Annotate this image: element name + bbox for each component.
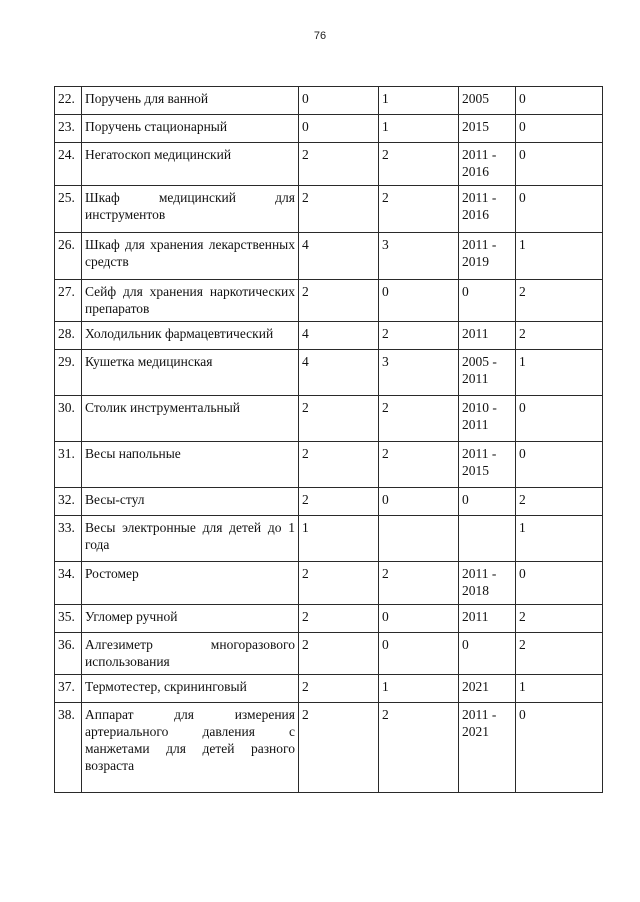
table-row [55, 488, 603, 516]
quantity-available: 3 [379, 350, 459, 396]
row-number: 29. [55, 350, 82, 396]
equipment-name: Термотестер, скрининговый [82, 675, 299, 703]
year-of-manufacture [459, 442, 516, 488]
year-of-manufacture [459, 675, 516, 703]
row-number: 34. [55, 562, 82, 605]
equipment-name: Поручень стационарный [82, 115, 299, 143]
quantity-available: 2 [379, 322, 459, 350]
quantity-needed: 0 [516, 186, 603, 233]
row-number: 25. [55, 186, 82, 233]
table-row [55, 516, 603, 562]
year-line: 2015 [462, 463, 489, 478]
quantity-required: 4 [299, 322, 379, 350]
table-row [55, 280, 603, 322]
quantity-available: 0 [379, 280, 459, 322]
year-of-manufacture [459, 143, 516, 186]
year-of-manufacture [459, 233, 516, 280]
year-line: 2019 [462, 254, 489, 269]
quantity-needed: 2 [516, 280, 603, 322]
year-line: 2016 [462, 207, 489, 222]
quantity-needed: 0 [516, 115, 603, 143]
table-row [55, 703, 603, 793]
year-line: 2011 - [462, 566, 497, 581]
equipment-name: Весы электронные для детей до 1 года [82, 516, 299, 562]
row-number: 26. [55, 233, 82, 280]
year-line: 2011 - [462, 446, 497, 461]
year-line: 2021 [462, 679, 489, 694]
table-row [55, 350, 603, 396]
quantity-needed: 2 [516, 488, 603, 516]
year-line: 0 [462, 637, 469, 652]
equipment-name: Поручень для ванной [82, 87, 299, 115]
table-row [55, 396, 603, 442]
year-line: 2016 [462, 164, 489, 179]
equipment-name: Аппарат для измерения артериального давления с манжетами для детей разного возраста [82, 703, 299, 793]
row-number: 33. [55, 516, 82, 562]
table-row [55, 675, 603, 703]
equipment-name: Сейф для хранения наркотических препаратов [82, 280, 299, 322]
quantity-required: 2 [299, 675, 379, 703]
year-of-manufacture [459, 562, 516, 605]
year-line: 2005 [462, 91, 489, 106]
year-line: 2021 [462, 724, 489, 739]
quantity-required: 0 [299, 115, 379, 143]
quantity-needed: 0 [516, 703, 603, 793]
quantity-needed: 0 [516, 396, 603, 442]
year-of-manufacture [459, 322, 516, 350]
year-line: 0 [462, 284, 469, 299]
quantity-available: 2 [379, 442, 459, 488]
table-row [55, 87, 603, 115]
equipment-name: Весы напольные [82, 442, 299, 488]
quantity-available: 0 [379, 488, 459, 516]
year-of-manufacture [459, 703, 516, 793]
quantity-required: 2 [299, 488, 379, 516]
quantity-needed: 2 [516, 605, 603, 633]
page-number: 76 [313, 30, 327, 42]
year-of-manufacture [459, 488, 516, 516]
quantity-required: 2 [299, 703, 379, 793]
equipment-name: Угломер ручной [82, 605, 299, 633]
quantity-available: 0 [379, 633, 459, 675]
year-of-manufacture [459, 115, 516, 143]
equipment-table [54, 86, 603, 793]
quantity-available: 1 [379, 115, 459, 143]
quantity-required: 4 [299, 233, 379, 280]
year-of-manufacture [459, 186, 516, 233]
quantity-available: 2 [379, 396, 459, 442]
year-line: 2018 [462, 583, 489, 598]
equipment-name: Весы-стул [82, 488, 299, 516]
row-number: 28. [55, 322, 82, 350]
row-number: 31. [55, 442, 82, 488]
equipment-name: Шкаф для хранения лекарственных средств [82, 233, 299, 280]
quantity-required: 2 [299, 280, 379, 322]
table-row [55, 633, 603, 675]
year-line: 0 [462, 492, 469, 507]
quantity-available: 0 [379, 605, 459, 633]
row-number: 23. [55, 115, 82, 143]
quantity-required: 0 [299, 87, 379, 115]
quantity-needed: 1 [516, 516, 603, 562]
year-line: 2011 - [462, 147, 497, 162]
row-number: 36. [55, 633, 82, 675]
quantity-available: 2 [379, 562, 459, 605]
equipment-name: Алгезиметр многоразового использования [82, 633, 299, 675]
row-number: 35. [55, 605, 82, 633]
quantity-available: 3 [379, 233, 459, 280]
row-number: 27. [55, 280, 82, 322]
quantity-available: 1 [379, 675, 459, 703]
equipment-name: Шкаф медицинский для инструментов [82, 186, 299, 233]
table-row [55, 322, 603, 350]
year-of-manufacture [459, 633, 516, 675]
equipment-name: Столик инструментальный [82, 396, 299, 442]
year-line: 2011 [462, 609, 489, 624]
table-row [55, 233, 603, 280]
row-number: 22. [55, 87, 82, 115]
equipment-name: Кушетка медицинская [82, 350, 299, 396]
quantity-available [379, 516, 459, 562]
year-line: 2011 - [462, 190, 497, 205]
year-line: 2011 - [462, 707, 497, 722]
year-of-manufacture [459, 87, 516, 115]
year-line: 2010 - [462, 400, 497, 415]
quantity-required: 2 [299, 562, 379, 605]
quantity-required: 1 [299, 516, 379, 562]
quantity-required: 4 [299, 350, 379, 396]
quantity-available: 2 [379, 143, 459, 186]
quantity-required: 2 [299, 186, 379, 233]
year-line: 2011 [462, 417, 489, 432]
quantity-needed: 1 [516, 233, 603, 280]
quantity-available: 2 [379, 186, 459, 233]
quantity-needed: 1 [516, 675, 603, 703]
equipment-name: Негатоскоп медицинский [82, 143, 299, 186]
table-row [55, 143, 603, 186]
row-number: 38. [55, 703, 82, 793]
quantity-needed: 0 [516, 562, 603, 605]
year-line: 2005 - [462, 354, 497, 369]
quantity-needed: 0 [516, 87, 603, 115]
quantity-required: 2 [299, 396, 379, 442]
quantity-needed: 1 [516, 350, 603, 396]
quantity-required: 2 [299, 633, 379, 675]
quantity-available: 1 [379, 87, 459, 115]
year-of-manufacture [459, 350, 516, 396]
row-number: 32. [55, 488, 82, 516]
quantity-required: 2 [299, 605, 379, 633]
row-number: 37. [55, 675, 82, 703]
quantity-needed: 2 [516, 322, 603, 350]
row-number: 24. [55, 143, 82, 186]
table-row [55, 562, 603, 605]
equipment-name: Ростомер [82, 562, 299, 605]
table-row [55, 115, 603, 143]
table-row [55, 186, 603, 233]
quantity-needed: 0 [516, 143, 603, 186]
year-line: 2015 [462, 119, 489, 134]
quantity-required: 2 [299, 442, 379, 488]
quantity-needed: 0 [516, 442, 603, 488]
equipment-name: Холодильник фармацевтический [82, 322, 299, 350]
year-of-manufacture [459, 516, 516, 562]
quantity-needed: 2 [516, 633, 603, 675]
table-row [55, 442, 603, 488]
year-of-manufacture [459, 605, 516, 633]
row-number: 30. [55, 396, 82, 442]
year-of-manufacture [459, 280, 516, 322]
quantity-required: 2 [299, 143, 379, 186]
year-line: 2011 [462, 326, 489, 341]
table-row [55, 605, 603, 633]
year-of-manufacture [459, 396, 516, 442]
year-line: 2011 - [462, 237, 497, 252]
quantity-available: 2 [379, 703, 459, 793]
year-line: 2011 [462, 371, 489, 386]
